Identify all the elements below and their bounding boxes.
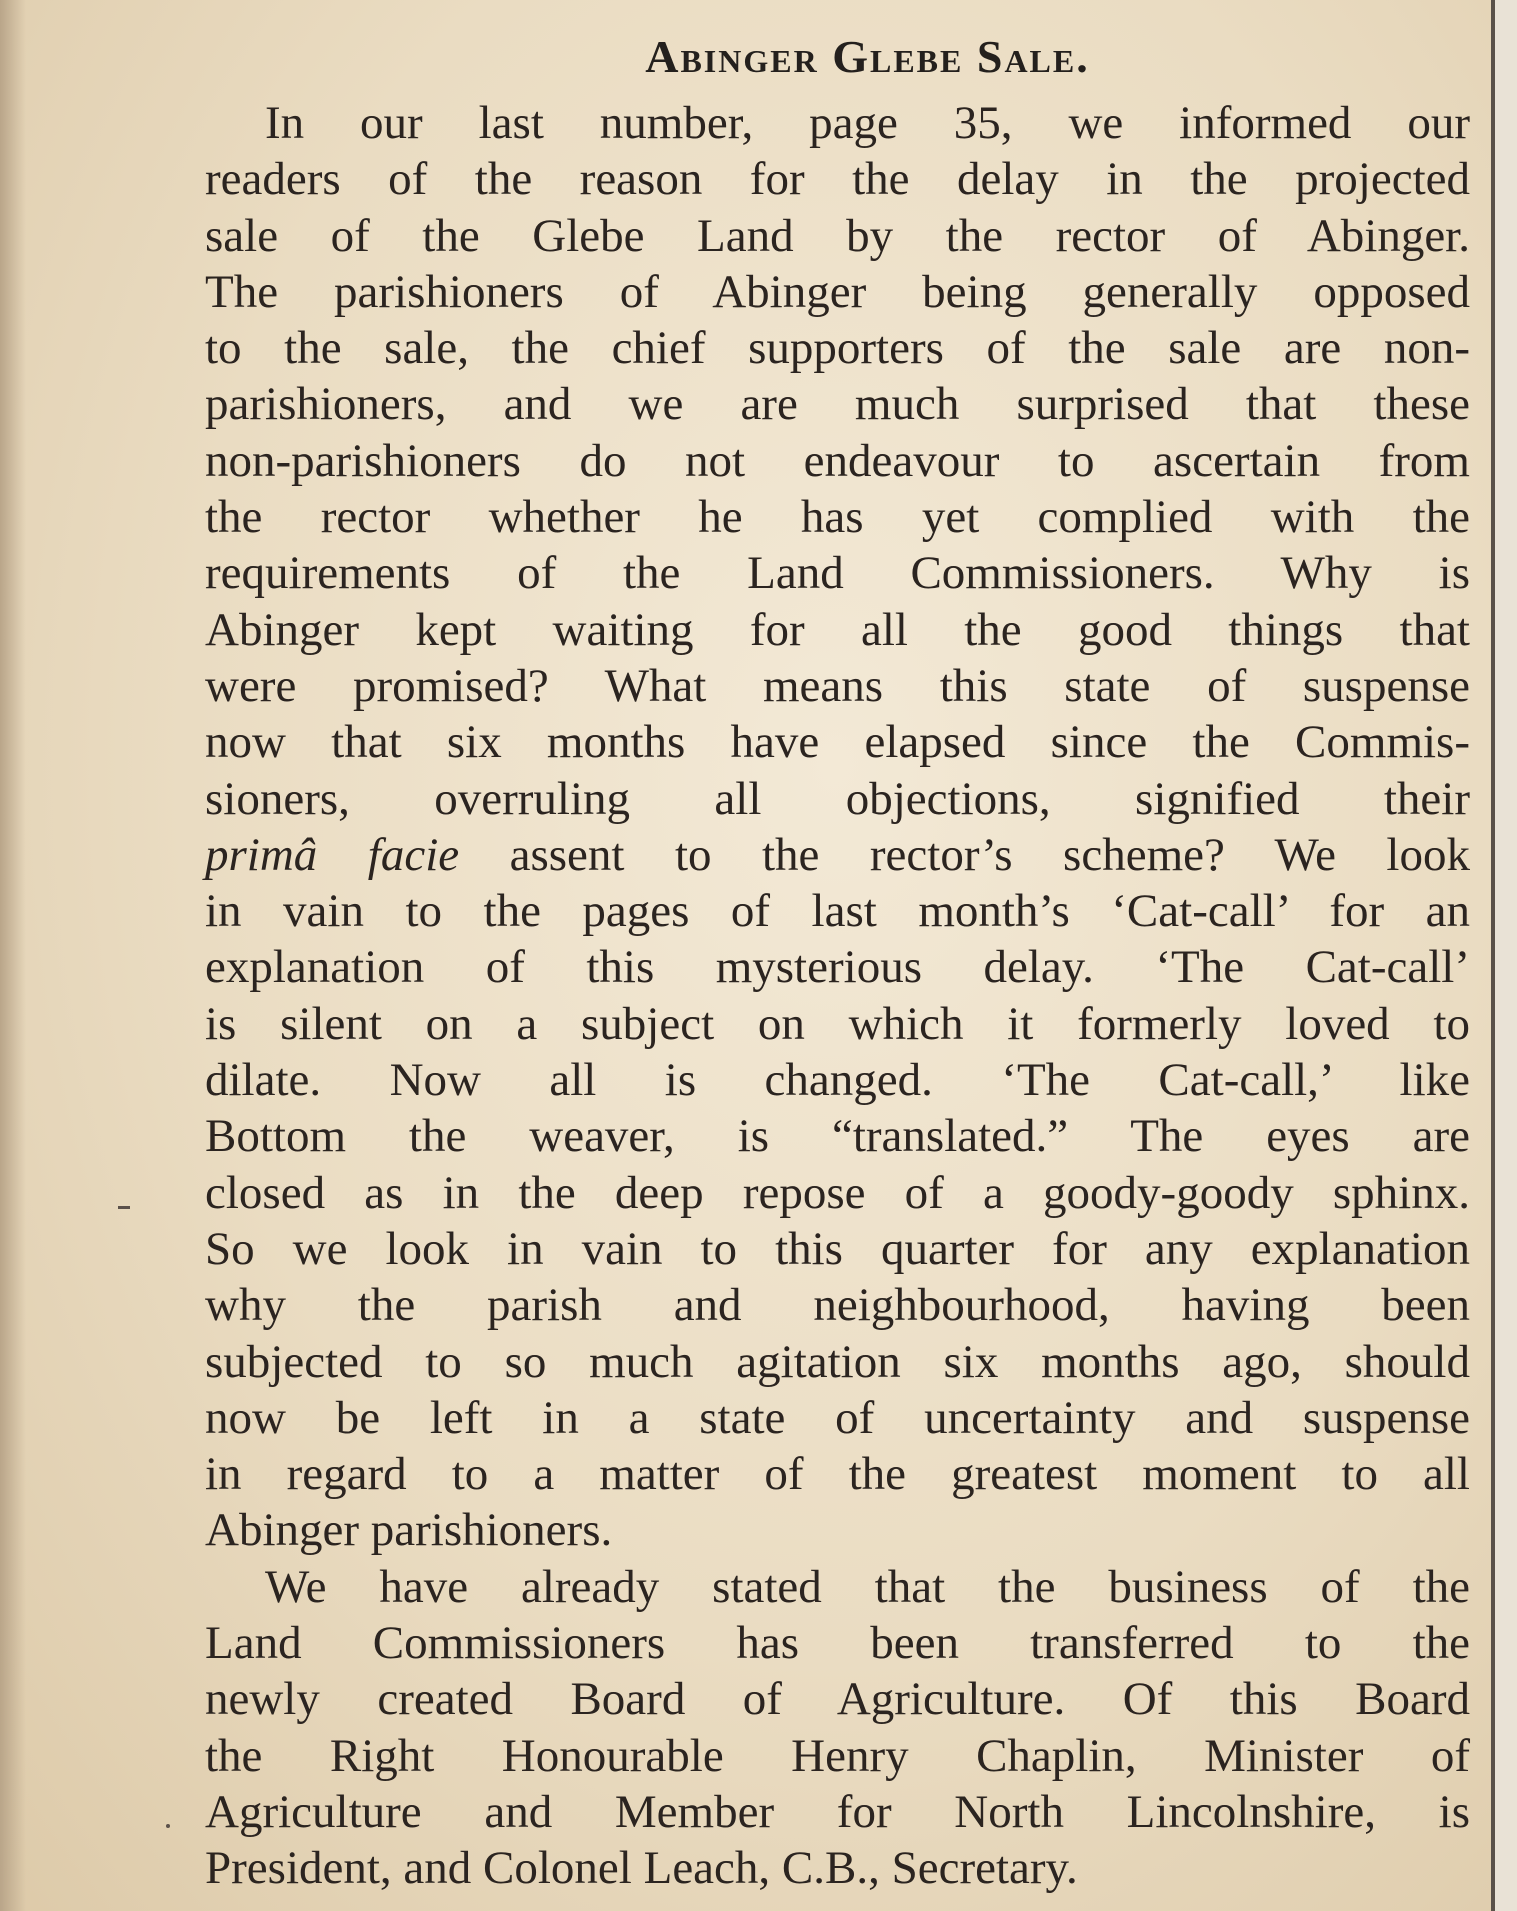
paragraph-2 [205, 1559, 1470, 1897]
text-line: non-parishioners do not endeavour to ascertain from [205, 434, 1470, 487]
text-line-rest: assent to the rector’s scheme? We look [459, 828, 1470, 881]
text-line: Land Commissioners has been transferred to the [205, 1617, 1470, 1670]
article-title: Abinger Glebe Sale. [645, 31, 1090, 82]
text-line: In our last number, page 35, we informed our [265, 97, 1470, 149]
page-gutter-shadow [0, 0, 26, 1911]
text-line: So we look in vain to this quarter for any explanation [205, 1222, 1470, 1275]
text-line: in regard to a matter of the greatest moment to all [205, 1448, 1470, 1501]
margin-dot [166, 1824, 170, 1828]
text-line: We have already stated that the business of the [265, 1560, 1470, 1613]
margin-mark [118, 1206, 130, 1209]
text-line: now that six months have elapsed since the Commis- [205, 716, 1470, 769]
text-line: Agriculture and Member for North Lincolnshire, is [205, 1785, 1470, 1838]
text-line: The parishioners of Abinger being generally opposed [205, 265, 1470, 318]
text-line: Abinger parishioners. [205, 1504, 613, 1557]
text-line: now be left in a state of uncertainty and suspense [205, 1391, 1470, 1444]
text-line: President, and Colonel Leach, C.B., Secretary. [205, 1842, 1078, 1895]
text-line: were promised? What means this state of suspense [205, 659, 1470, 712]
text-line: Bottom the weaver, is “translated.” The eyes are [205, 1110, 1470, 1163]
text-line-with-italic [205, 827, 1470, 883]
text-line: Abinger kept waiting for all the good things that [205, 603, 1470, 656]
text-line: the rector whether he has yet complied with the [205, 491, 1470, 544]
text-line: why the parish and neighbourhood, having been [205, 1279, 1470, 1332]
paragraph-1 [205, 95, 1470, 1559]
text-line: explanation of this mysterious delay. ‘The Cat-call’ [205, 941, 1470, 994]
text-line: dilate. Now all is changed. ‘The Cat-call,’ like [205, 1054, 1470, 1107]
page-right-edge [1495, 0, 1517, 1911]
text-line: newly created Board of Agriculture. Of this Board [205, 1673, 1470, 1726]
text-line: sioners, overruling all objections, signified their [205, 772, 1470, 825]
text-line: in vain to the pages of last month’s ‘Cat-call’ for an [205, 885, 1470, 938]
text-line: the Right Honourable Henry Chaplin, Minister of [205, 1729, 1470, 1782]
text-line: sale of the Glebe Land by the rector of Abinger. [205, 209, 1470, 262]
article [205, 25, 1470, 1897]
text-line: parishioners, and we are much surprised that these [205, 378, 1470, 431]
text-line: is silent on a subject on which it formerly loved to [205, 997, 1470, 1050]
column-rule [1491, 0, 1495, 1911]
text-line: subjected to so much agitation six months ago, should [205, 1335, 1470, 1388]
text-line: requirements of the Land Commissioners. Why is [205, 547, 1470, 600]
italic-phrase: primâ facie [205, 828, 460, 881]
text-line: readers of the reason for the delay in the projected [205, 153, 1470, 206]
text-line: to the sale, the chief supporters of the sale are non- [205, 322, 1470, 375]
text-line: closed as in the deep repose of a goody-goody sphinx. [205, 1166, 1470, 1219]
